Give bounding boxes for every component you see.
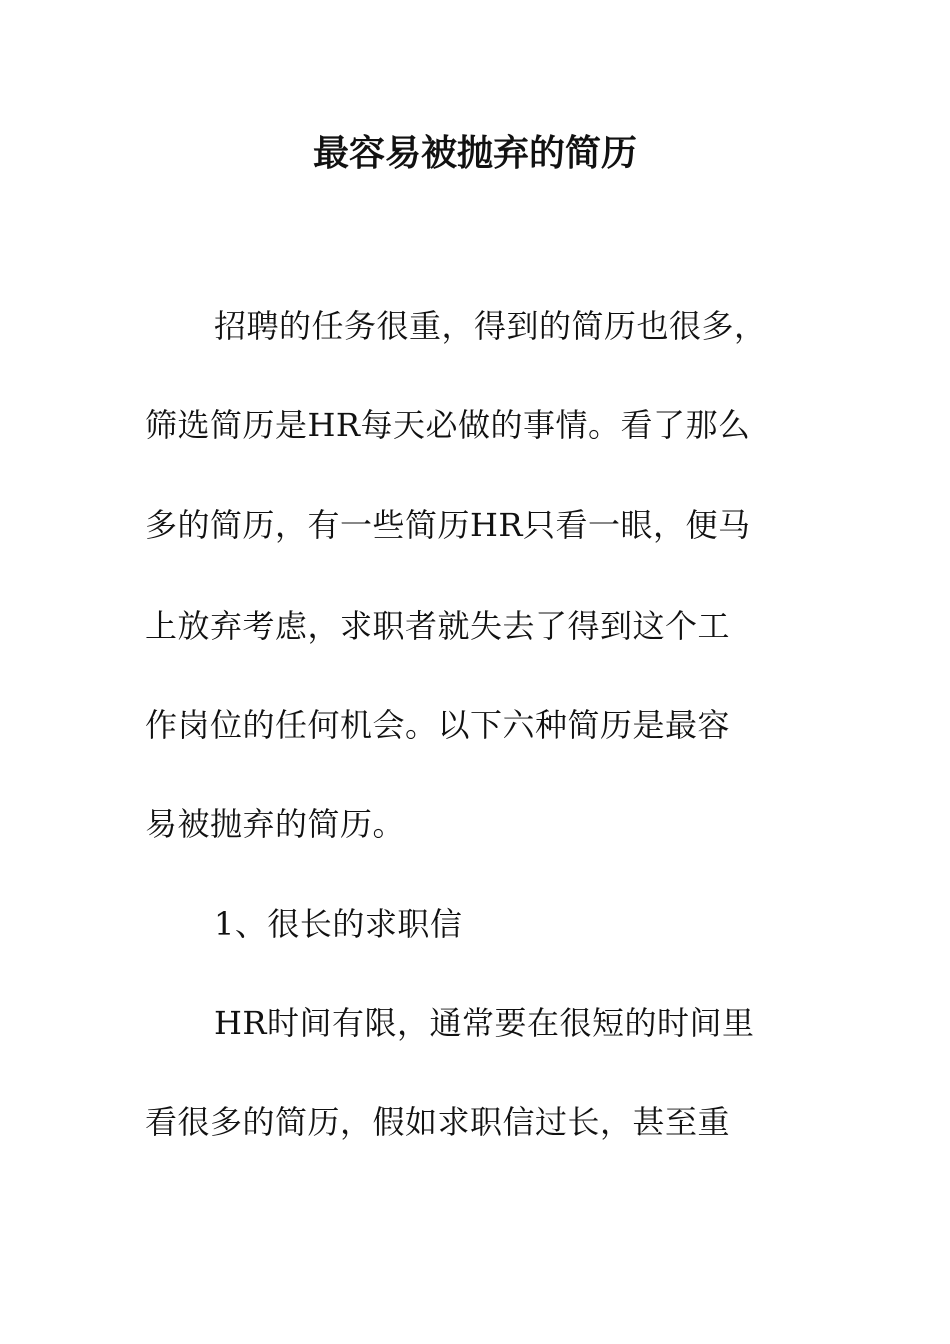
paragraph-line: 多的简历，有一些简历HR只看一眼，便马 bbox=[145, 506, 751, 544]
paragraph-line: 筛选简历是HR每天必做的事情。看了那么 bbox=[145, 406, 751, 444]
document-title: 最容易被抛弃的简历 bbox=[312, 132, 637, 174]
paragraph-line: 招聘的任务很重，得到的简历也很多， bbox=[214, 307, 767, 345]
paragraph-line: 看很多的简历，假如求职信过长，甚至重 bbox=[145, 1103, 731, 1141]
paragraph-line: 作岗位的任何机会。以下六种简历是最容 bbox=[145, 706, 731, 744]
paragraph-line: 易被抛弃的简历。 bbox=[145, 805, 406, 843]
section-heading: 1、很长的求职信 bbox=[214, 905, 463, 943]
paragraph-line: HR时间有限，通常要在很短的时间里 bbox=[214, 1004, 755, 1042]
paragraph-line: 上放弃考虑，求职者就失去了得到这个工 bbox=[145, 607, 731, 645]
